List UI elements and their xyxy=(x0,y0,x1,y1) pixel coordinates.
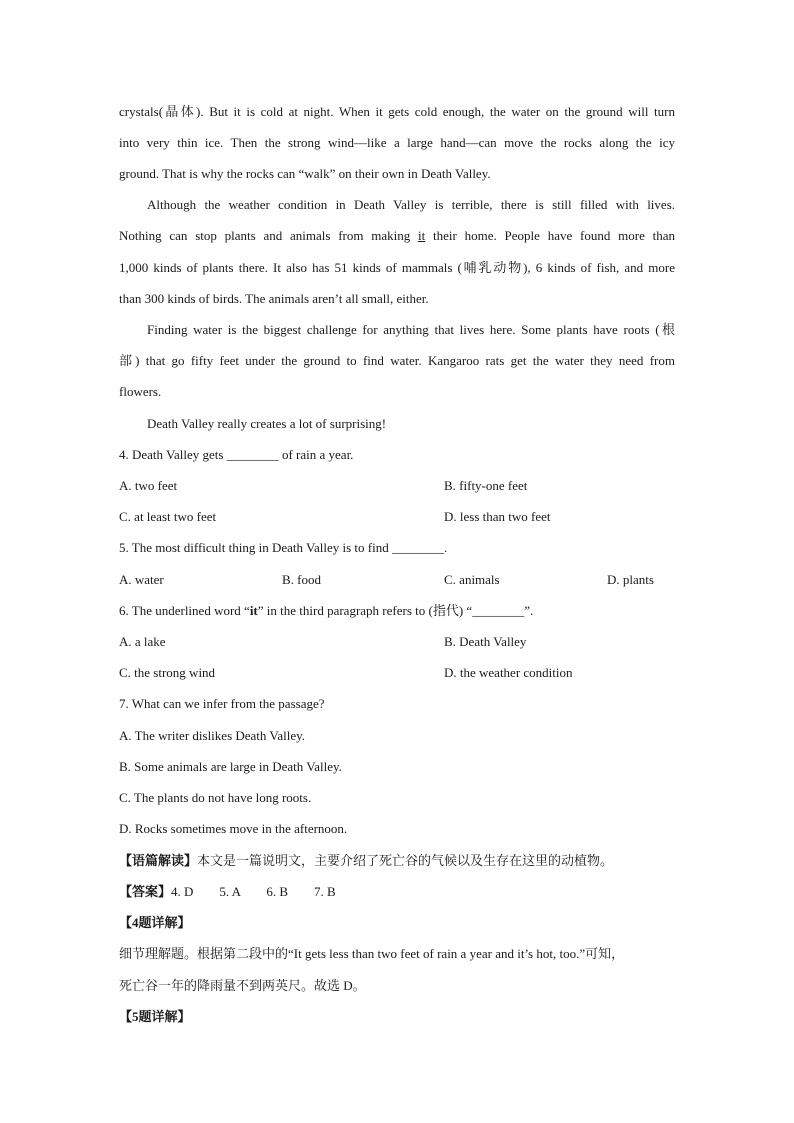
passage-p2-line2 xyxy=(119,227,675,245)
q7-option-c: C. The plants do not have long roots. xyxy=(119,790,312,805)
q5-option-b: B. food xyxy=(282,572,321,587)
answer-text: 4. D 5. A 6. B 7. B xyxy=(171,884,336,899)
q7-option-d: D. Rocks sometimes move in the afternoon. xyxy=(119,821,348,836)
q6-stem-middle: ” in the third paragraph refers to (指代) “ xyxy=(257,603,473,618)
q5-blank: ________ xyxy=(391,540,444,555)
q6-stem-start: 6. The underlined word “ xyxy=(119,603,250,618)
q4-stem-end: of rain a year. xyxy=(278,447,354,462)
q4-blank: ________ xyxy=(226,447,279,462)
passage-p2-line3: 1,000 kinds of plants there. It also has 51 kinds of mammals (哺乳动物), 6 kinds of fish, and more xyxy=(119,260,675,275)
answer-label: 【答案】 xyxy=(119,884,172,899)
q4-stem-start: 4. Death Valley gets xyxy=(119,447,227,462)
passage-p2-line4: than 300 kinds of birds. The animals aren’t all small, either. xyxy=(119,291,429,306)
q6-stem-end: ”. xyxy=(524,603,534,618)
q4-option-c: C. at least two feet xyxy=(119,509,217,524)
passage-p2-line2-end: their home. People have found more than xyxy=(425,228,675,243)
q6-option-c: C. the strong wind xyxy=(119,665,216,680)
q6-bold-word: it xyxy=(249,603,258,618)
question-7-stem: 7. What can we infer from the passage? xyxy=(119,696,325,711)
underlined-word-it: it xyxy=(418,228,426,243)
q7-option-a: A. The writer dislikes Death Valley. xyxy=(119,728,306,743)
q4-option-b: B. fifty-one feet xyxy=(444,478,528,493)
q5-option-d: D. plants xyxy=(607,572,654,587)
q4-explanation-line2: 死亡谷一年的降雨量不到两英尺。故选 D。 xyxy=(119,978,366,993)
passage-p3-line2: 部) that go fifty feet under the ground to find water. Kangaroo rats get the water they need from xyxy=(119,353,675,368)
question-6-stem xyxy=(119,602,675,620)
q5-option-a: A. water xyxy=(119,572,164,587)
question-4-stem xyxy=(119,446,675,464)
passage-p1-line2: into very thin ice. Then the strong wind—like a large hand—can move the rocks along the icy xyxy=(119,135,675,150)
q6-blank: ________ xyxy=(472,603,525,618)
q6-option-a: A. a lake xyxy=(119,634,166,649)
summary-text: 本文是一篇说明文，主要介绍了死亡谷的气候以及生存在这里的动植物。 xyxy=(197,853,614,868)
q4-option-d: D. less than two feet xyxy=(444,509,551,524)
passage-p4-line1: Death Valley really creates a lot of surprising! xyxy=(147,416,387,431)
q5-stem-start: 5. The most difficult thing in Death Valley is to find xyxy=(119,540,392,555)
q7-option-b: B. Some animals are large in Death Valley. xyxy=(119,759,342,774)
summary-label: 【语篇解读】 xyxy=(119,853,198,868)
passage-p1-line1: crystals(晶体). But it is cold at night. When it gets cold enough, the water on the ground will turn xyxy=(119,104,675,119)
q6-option-d: D. the weather condition xyxy=(444,665,573,680)
passage-p2-line1: Although the weather condition in Death Valley is terrible, there is still filled with lives. xyxy=(147,197,675,212)
answer-line xyxy=(119,883,675,901)
q5-stem-end: . xyxy=(443,540,448,555)
q5-option-c: C. animals xyxy=(444,572,500,587)
q4-option-a: A. two feet xyxy=(119,478,178,493)
q5-explanation-label: 【5题详解】 xyxy=(119,1009,191,1024)
passage-p3-line3: flowers. xyxy=(119,384,162,399)
passage-summary xyxy=(119,852,675,870)
passage-p1-line3: ground. That is why the rocks can “walk” on their own in Death Valley. xyxy=(119,166,491,181)
passage-p2-line2-start: Nothing can stop plants and animals from making xyxy=(119,228,419,243)
question-5-stem xyxy=(119,539,675,557)
passage-p3-line1: Finding water is the biggest challenge for anything that lives here. Some plants have roots (根 xyxy=(147,322,675,337)
q4-explanation-label: 【4题详解】 xyxy=(119,915,191,930)
q6-option-b: B. Death Valley xyxy=(444,634,527,649)
q4-explanation-line1: 细节理解题。根据第二段中的“It gets less than two feet of rain a year and it’s hot, too.”可知， xyxy=(119,946,625,961)
